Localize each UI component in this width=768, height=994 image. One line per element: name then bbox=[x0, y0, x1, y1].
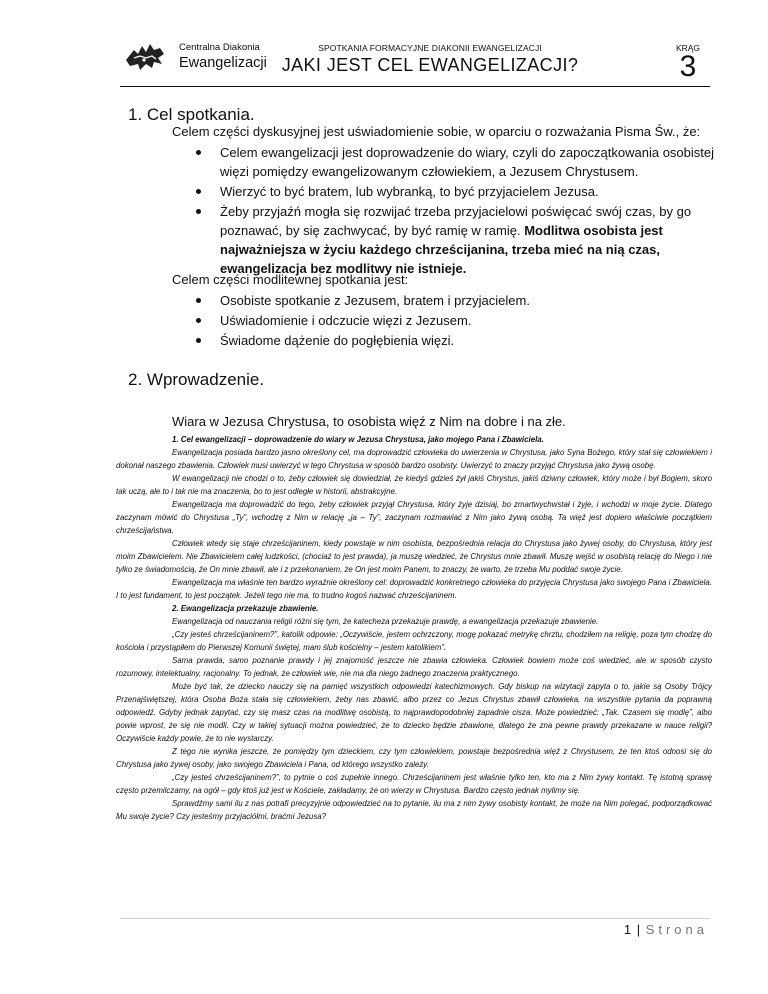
bullet-icon bbox=[196, 209, 201, 214]
paragraph: Z tego nie wynika jeszcze, że pomiędzy tym dzieckiem, czy tym człowiekiem, powstaje bezpośrednia więź z Chrystusem, że ten ktoś odnosi się do Chrystusa jako żywej osoby, jako swojego Zbawiciela i Pana, od którego wszystko zależy. bbox=[116, 747, 712, 769]
subsection-heading: 1. Cel ewangelizacji – doprowadzenie do wiary w Jezusa Chrystusa, jako mojego Pana i Zbawiciela. bbox=[172, 435, 544, 444]
paragraph: Ewangelizacja posiada bardzo jasno określony cel, ma doprowadzić człowieka do uwierzenia w Chrystusa, jako Syna Bożego, który stał się człowiekiem i dokonał naszego zbawienia. Człowiek musi uwierzyć w tego Chrystusa w sposób bardzo osobisty. Uwierzyć to znaczy przyjąć Chrystusa jako żywą osobę. bbox=[116, 448, 712, 470]
bold-statement: Modlitwa osobista jest najważniejsza w życiu każdego chrześcijanina, trzeba mieć na nią czas, ewangelizacja bez modlitwy nie istnieje. bbox=[220, 223, 663, 276]
paragraph: Sprawdźmy sami ilu z nas potrafi precyzyjnie odpowiedzieć na to pytanie, ilu ma z nim żywy osobisty kontakt, że może na Nim polegać, podporządkować Mu swoje życie? Czy jesteśmy przyjaciółmi, braćmi Jezusa? bbox=[116, 799, 712, 821]
diakonia-logo-icon bbox=[124, 40, 166, 74]
series-title: SPOTKANIA FORMACYJNE DIAKONII EWANGELIZACJI bbox=[318, 43, 542, 53]
paragraph: Może być tak, że dziecko nauczy się na pamięć wszystkich odpowiedzi katechizmowych. Gdy biskup na wizytacji zapyta o to, jakie są Osoby Trójcy Przenajświętszej, która Osoba Boża stała się człowiekiem, żeby nas zbawić, albo przez co Jezus Chrystus zbawił człowieka, na wszystkie pytania da poprawną odpowiedź. Gdyby jednak zapytać, czy się masz czas na modlitwę osobistą, to najprawdopodobniej zapadnie cisza. Może powiedzieć: „Tak. Czasem się modlę”, albo powie wprost, że się nie modli. Czy w takiej sytuacji można powiedzieć, że to dziecko będzie zbawione, dlatego że zna pewne prawdy przekazane w nauce religii? Oczywiście każdy powie, że to nie wystarczy. bbox=[116, 682, 712, 743]
paragraph: Ewangelizacja ma doprowadzić do tego, żeby człowiek przyjął Chrystusa, który żyje dzisiaj, bo zmartwychwstał i żyje, i wchodzi w moje życie. Dlatego zaczynam mówić do Chrystusa „Ty”, wchodzę z Nim w relację „ja – Ty”, zaczynam rozmawiać z Nim jako żywą osobą. Ta więź jest dopiero właściwie początkiem chrześcijaństwa. bbox=[116, 500, 712, 535]
list-item: Osobiste spotkanie z Jezusem, bratem i przyjacielem. bbox=[196, 291, 736, 310]
paragraph: Sama prawda, samo poznanie prawdy i jej znajomość jeszcze nie zbawia człowieka. Człowiek bowiem może coś wiedzieć, ale w sposób czysto rozumowy, intelektualny, racjonalny. To jednak, że człowiek wie, nie ma dla niego żadnego znaczenia praktycznego. bbox=[116, 656, 712, 678]
paragraph: Ewangelizacja od nauczania religii różni się tym, że katecheza przekazuje prawdę, a ewangelizacja przekazuje zbawienie. bbox=[172, 617, 599, 626]
list-item: Świadome dążenie do pogłębienia więzi. bbox=[196, 331, 736, 350]
list-item: Celem ewangelizacji jest doprowadzenie do wiary, czyli do zapoczątkowania osobistej więzi pomiędzy ewangelizowanym człowiekiem, a Jezusem Chrystusem. bbox=[196, 143, 736, 181]
section1-intro2: Celem części modlitewnej spotkania jest: bbox=[172, 272, 409, 287]
bullet-icon bbox=[196, 318, 201, 323]
paragraph: Ewangelizacja ma właśnie ten bardzo wyraźnie określony cel: doprowadzić konkretnego człowieka do przyjęcia Chrystusa jako swojego Pana i Zbawiciela. I to jest fundament, to jest początek. Jeżeli tego nie ma, to trudno kogoś nazwać chrześcijaninem. bbox=[116, 578, 712, 600]
bullet-icon bbox=[196, 298, 201, 303]
section2-lead: Wiara w Jezusa Chrystusa, to osobista więź z Nim na dobre i na złe. bbox=[172, 414, 566, 429]
bullet-icon bbox=[196, 189, 201, 194]
krag-number: 3 bbox=[679, 50, 697, 83]
header-divider bbox=[120, 86, 710, 87]
section1-bullet-list-2 bbox=[196, 291, 736, 351]
page-footer: 1 | Strona bbox=[623, 922, 708, 937]
org-name-line1: Centralna Diakonia bbox=[179, 42, 260, 53]
bullet-icon bbox=[196, 150, 201, 155]
subsection-heading: 2. Ewangelizacja przekazuje zbawienie. bbox=[172, 604, 319, 613]
footer-divider bbox=[120, 918, 710, 919]
list-item: Wierzyć to być bratem, lub wybranką, to być przyjacielem Jezusa. bbox=[196, 182, 736, 201]
paragraph: „Czy jesteś chrześcijaninem?”, katolik odpowie: „Oczywiście, jestem ochrzczony, mogę pokazać metrykę chrztu, chodziłem na religię, poza tym chodzę do kościoła i przystąpiłem do Pierwszej Komunii świętej, mam ślub kościelny – jestem katolikiem”. bbox=[116, 630, 712, 652]
section1-heading: 1. Cel spotkania. bbox=[128, 105, 255, 124]
page-label: Strona bbox=[645, 922, 708, 937]
page-number: 1 bbox=[623, 922, 633, 937]
bullet-icon bbox=[196, 338, 201, 343]
paragraph: „Czy jesteś chrześcijaninem?”, to pytnie o coś zupełnie innego. Chrześcijaninem jest właśnie tylko ten, kto ma z Nim żywy kontakt. Tę istotną sprawę często przemilczamy, na ogół – gdy ktoś już jest w Kościele, zakładamy, że on wierzy w Chrystusa. Bardzo często jednak mylimy się. bbox=[116, 773, 712, 795]
section1-bullet-list bbox=[196, 143, 736, 279]
section1-intro: Celem części dyskusyjnej jest uświadomienie sobie, w oparciu o rozważania Pisma Św., że: bbox=[172, 124, 701, 139]
krag-label: KRĄG bbox=[675, 43, 701, 53]
document-title: JAKI JEST CEL EWANGELIZACJI? bbox=[281, 55, 579, 75]
org-name-line2: Ewangelizacji bbox=[179, 55, 267, 71]
list-item: Żeby przyjaźń mogła się rozwijać trzeba przyjacielowi poświęcać swój czas, by go poznawać, by się zachwycać, by być ramię w ramię. Modlitwa osobista jest najważniejsza w życiu każdego chrześcijanina, trzeba mieć na nią czas, ewangelizacja bez modlitwy nie istnieje. bbox=[196, 202, 736, 278]
section2-heading: 2. Wprowadzenie. bbox=[128, 370, 265, 389]
page-header bbox=[0, 0, 768, 92]
list-item: Uświadomienie i odczucie więzi z Jezusem. bbox=[196, 311, 736, 330]
paragraph: Człowiek wtedy się staje chrześcijaninem, kiedy powstaje w nim osobista, bezpośrednia relacja do Chrystusa jako żywej osoby, do Chrystusa, który jest moim Zbawicielem. Nie Zbawicielem całej ludzkości, (chociaż to jest prawda), ja muszę wiedzieć, że Chrystus mnie zbawił. Muszę wejść w osobistą relację do Niego i nie tylko ze świadomością, że On mnie zbawił, ale i z przekonaniem, że On jest moim Panem, to znaczy, że warto, że trzeba Mu poddać swoje życie. bbox=[116, 539, 712, 574]
section2-body bbox=[116, 433, 712, 823]
paragraph: W ewangelizacji nie chodzi o to, żeby człowiek się dowiedział, że kiedyś gdzieś żył jakiś Chrystus, jakiś dziwny człowiek, który może i był Bogiem, skoro tak uczą, ale to i tak nie ma znaczenia, bo to jest odległe w historii, abstrakcyjne. bbox=[116, 474, 712, 496]
